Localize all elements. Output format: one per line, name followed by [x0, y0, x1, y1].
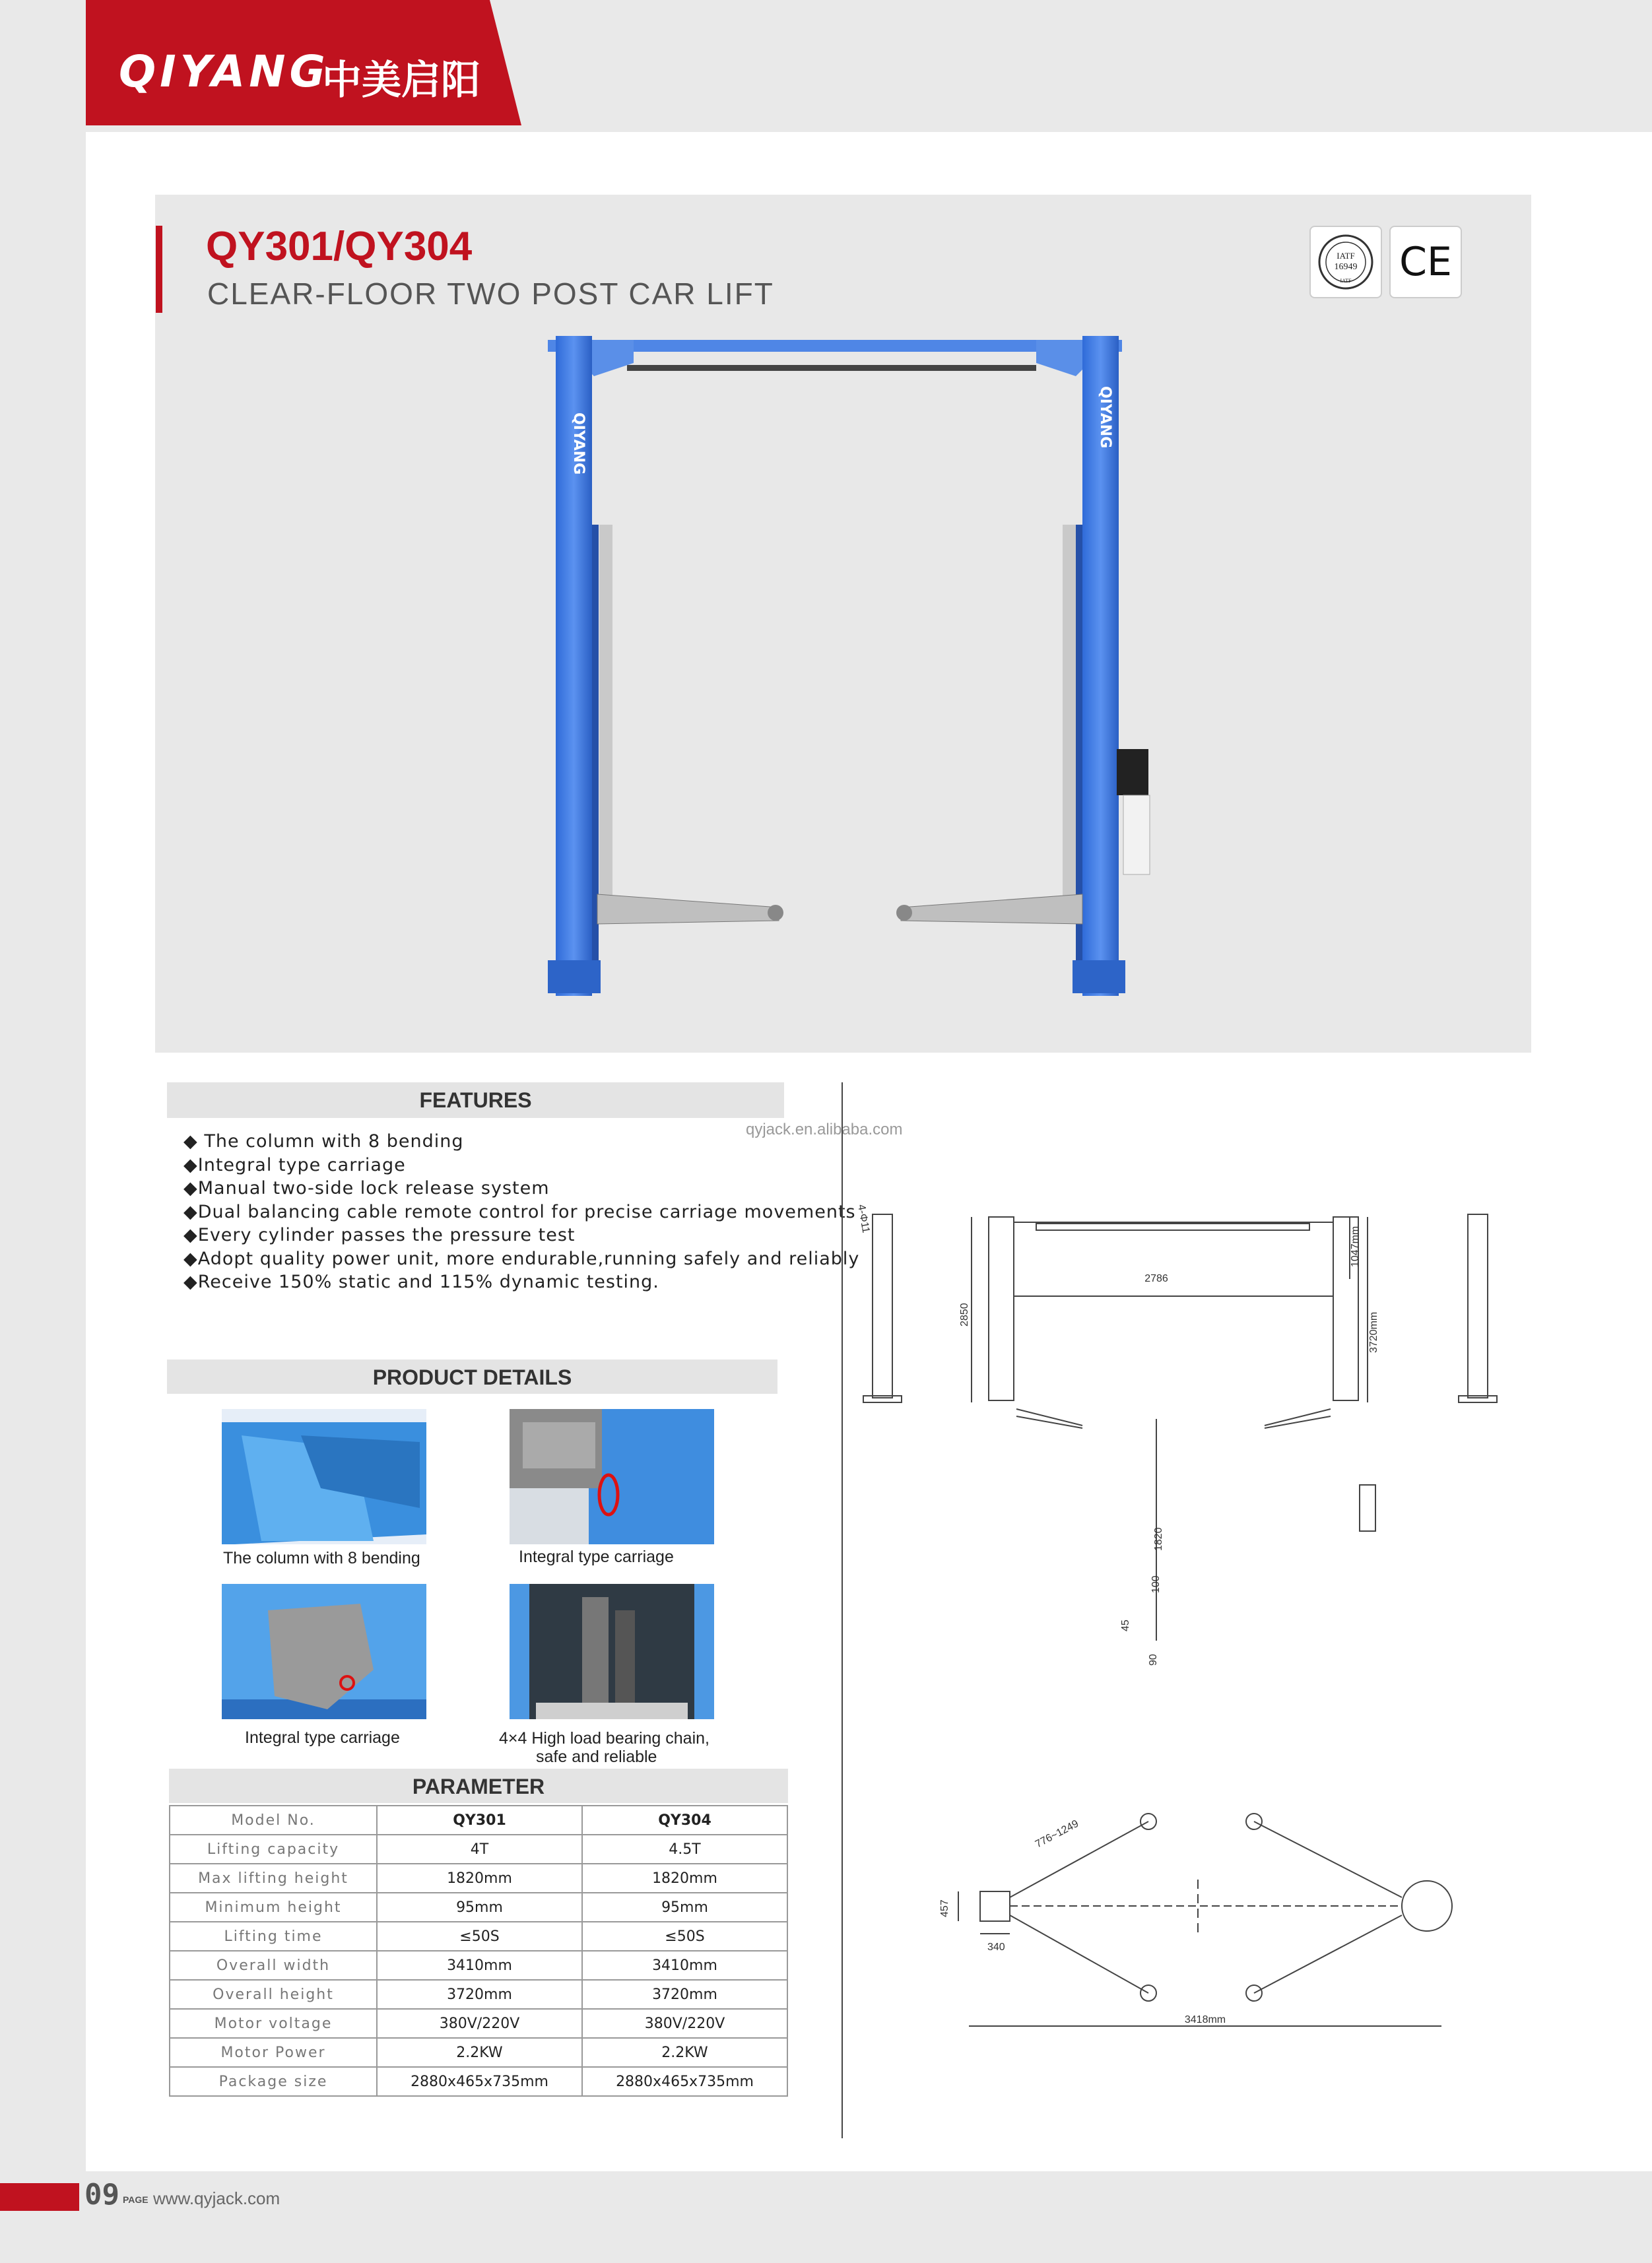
table-cell: 2.2KW	[582, 2038, 787, 2067]
feature-item: ◆Adopt quality power unit, more endurable,running safely and reliably	[183, 1248, 860, 1269]
table-row	[170, 2067, 787, 2096]
table-cell: ≤50S	[377, 1922, 582, 1951]
table-cell: 95mm	[582, 1893, 787, 1922]
table-cell: Package size	[170, 2067, 377, 2096]
feature-item: ◆Integral type carriage	[183, 1154, 406, 1175]
table-cell: Model No.	[170, 1806, 377, 1835]
detail-caption-4b: safe and reliable	[536, 1748, 657, 1766]
dim-base-depth: 457	[939, 1899, 950, 1917]
dim-base-width: 340	[987, 1942, 1005, 1953]
iatf-seal-icon	[1311, 227, 1381, 297]
table-cell: 1820mm	[377, 1864, 582, 1893]
product-subtitle: CLEAR-FLOOR TWO POST CAR LIFT	[207, 277, 774, 311]
feature-item: ◆Receive 150% static and 115% dynamic testing.	[183, 1272, 659, 1292]
iatf-certificate-badge	[1309, 226, 1382, 298]
table-cell: 95mm	[377, 1893, 582, 1922]
footer-website-link[interactable]: www.qyjack.com	[153, 2188, 281, 2208]
detail-photo-carriage-2	[222, 1584, 426, 1719]
feature-item: ◆ The column with 8 bending	[183, 1131, 464, 1152]
detail-photo-chain	[510, 1584, 714, 1719]
page-number: 09	[84, 2178, 119, 2212]
iatf-line2: 16949	[1334, 262, 1358, 272]
dim-low-a: 100	[1150, 1575, 1162, 1593]
table-row	[170, 1980, 787, 2009]
table-cell: 4.5T	[582, 1835, 787, 1864]
table-row	[170, 1922, 787, 1951]
title-accent-bar	[156, 226, 162, 313]
table-row	[170, 1864, 787, 1893]
table-cell: Minimum height	[170, 1893, 377, 1922]
footer-accent	[0, 2183, 79, 2211]
detail-photo-column	[222, 1409, 426, 1544]
brand-logo: QIYANG	[119, 46, 329, 97]
table-row	[170, 1951, 787, 1980]
iatf-line1: IATF	[1337, 251, 1355, 261]
detail-caption-4a: 4×4 High load bearing chain,	[499, 1729, 710, 1748]
dim-low-c: 90	[1148, 1654, 1159, 1666]
ce-certificate-badge	[1389, 226, 1462, 298]
table-cell: 3720mm	[377, 1980, 582, 2009]
table-cell: QY301	[377, 1806, 582, 1835]
table-cell: Max lifting height	[170, 1864, 377, 1893]
table-cell: Overall width	[170, 1951, 377, 1980]
features-heading: FEATURES	[167, 1082, 784, 1118]
dim-top-gap: 1047mm	[1350, 1226, 1361, 1267]
dim-lift-height: 1820	[1153, 1527, 1164, 1551]
product-details-heading: PRODUCT DETAILS	[167, 1360, 777, 1394]
watermark: qyjack.en.alibaba.com	[746, 1121, 903, 1138]
table-cell: Lifting time	[170, 1922, 377, 1951]
dim-low-b: 45	[1120, 1620, 1131, 1631]
lift-brand-label-right: QIYANG	[1097, 386, 1113, 449]
table-cell: 1820mm	[582, 1864, 787, 1893]
table-cell: 3410mm	[582, 1951, 787, 1980]
table-cell: Lifting capacity	[170, 1835, 377, 1864]
detail-caption-2: Integral type carriage	[519, 1548, 674, 1566]
table-header-row	[170, 1806, 787, 1835]
brand-logo-cn: 中美启阳	[322, 57, 480, 104]
detail-caption-3: Integral type carriage	[245, 1728, 400, 1747]
page-label: PAGE	[123, 2194, 149, 2205]
features-list	[183, 1130, 859, 1294]
parameter-heading: PARAMETER	[169, 1769, 788, 1803]
table-cell: 2.2KW	[377, 2038, 582, 2067]
table-row	[170, 1835, 787, 1864]
table-cell: QY304	[582, 1806, 787, 1835]
table-cell: Overall height	[170, 1980, 377, 2009]
table-cell: Motor voltage	[170, 2009, 377, 2038]
detail-photo-carriage-1	[510, 1409, 714, 1544]
product-model-title: QY301/QY304	[206, 224, 473, 269]
ce-mark-icon: CE	[1399, 239, 1452, 285]
dim-arm-range: 776~1249	[1033, 1818, 1081, 1851]
dim-overall-height: 3720mm	[1368, 1311, 1379, 1353]
iatf-line3: IATF	[1340, 278, 1352, 284]
feature-item: ◆Dual balancing cable remote control for precise carriage movements	[183, 1201, 856, 1222]
feature-item: ◆Manual two-side lock release system	[183, 1178, 550, 1198]
technical-drawing	[818, 1076, 1505, 2145]
car-lift-illustration	[515, 327, 1208, 1013]
table-cell: Motor Power	[170, 2038, 377, 2067]
table-row	[170, 2038, 787, 2067]
table-row	[170, 1893, 787, 1922]
table-cell: 380V/220V	[377, 2009, 582, 2038]
dim-inner-width: 2786	[1144, 1273, 1168, 1284]
lift-brand-label-left: QIYANG	[570, 412, 587, 475]
feature-item: ◆Every cylinder passes the pressure test	[183, 1225, 576, 1245]
table-cell: 2880x465x735mm	[582, 2067, 787, 2096]
table-cell: ≤50S	[582, 1922, 787, 1951]
dim-overall-width: 3418mm	[1184, 2014, 1226, 2025]
table-row	[170, 2009, 787, 2038]
table-cell: 3410mm	[377, 1951, 582, 1980]
dim-anchor: 4-Φ11	[855, 1203, 872, 1234]
table-cell: 3720mm	[582, 1980, 787, 2009]
table-cell: 2880x465x735mm	[377, 2067, 582, 2096]
detail-caption-1: The column with 8 bending	[223, 1549, 420, 1567]
dim-column-height: 2850	[959, 1303, 970, 1327]
table-cell: 4T	[377, 1835, 582, 1864]
table-cell: 380V/220V	[582, 2009, 787, 2038]
parameter-table	[169, 1805, 788, 2097]
